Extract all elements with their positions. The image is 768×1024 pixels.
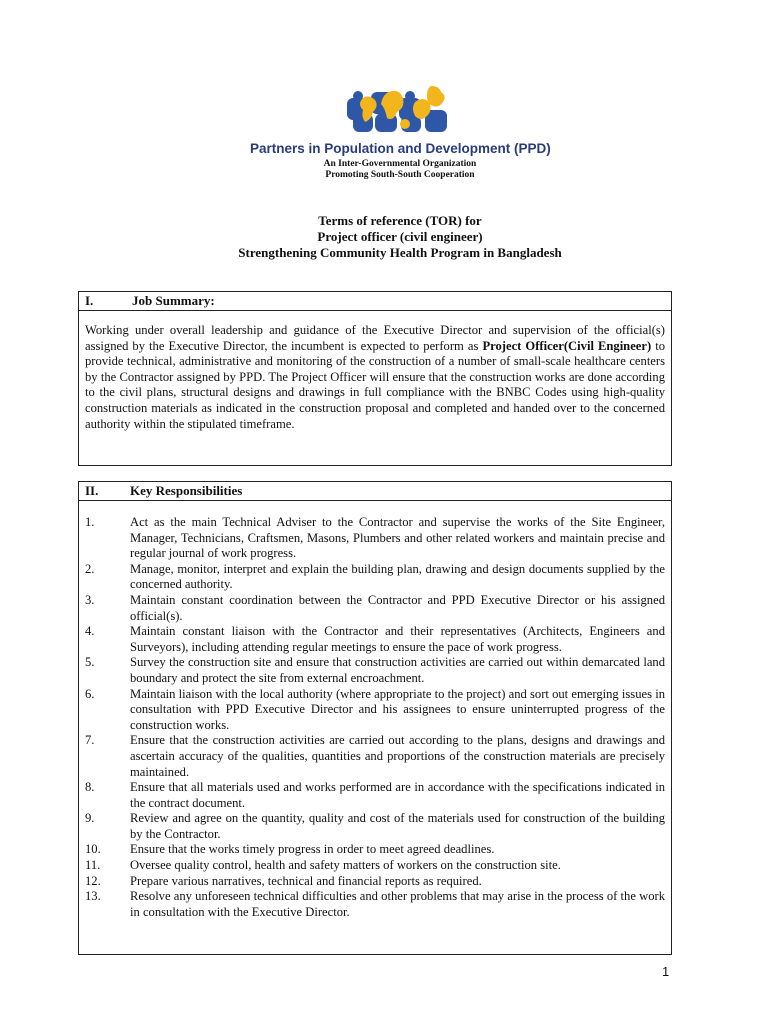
list-item-number: 3.: [85, 592, 95, 607]
document-title: [0, 213, 768, 261]
list-item-number: 9.: [85, 811, 95, 826]
list-item-number: 5.: [85, 655, 95, 670]
list-item-number: 4.: [85, 624, 95, 639]
list-item-text: Resolve any unforeseen technical difficulties and other problems that may arise in the process of the work in consultation with the Executive Director.: [130, 889, 665, 919]
list-item-text: Prepare various narratives, technical and financial reports as required.: [130, 873, 482, 888]
list-item: [85, 858, 665, 874]
list-item-text: Oversee quality control, health and safety matters of workers on the construction site.: [130, 858, 561, 873]
title-line-2: Project officer (civil engineer): [317, 229, 483, 244]
list-item: [85, 733, 665, 780]
list-item-text: Ensure that all materials used and works performed are in accordance with the specifications indicated in the contract document.: [130, 780, 665, 810]
list-item: [85, 842, 665, 858]
list-item-text: Maintain constant liaison with the Contractor and their representatives (Architects, Engineers and Surveyors), including attending regular meetings to ensure the pace of work progress.: [130, 624, 665, 654]
list-item-text: Manage, monitor, interpret and explain the building plan, drawing and design documents supplied by the concerned authority.: [130, 561, 665, 592]
list-item: [85, 889, 665, 920]
list-item-number: 6.: [85, 686, 95, 701]
summary-role-bold: Project Officer(Civil Engineer): [482, 338, 652, 353]
list-item-number: 8.: [85, 780, 95, 795]
section-heading: Job Summary:: [132, 293, 215, 308]
job-summary-section: [78, 291, 672, 466]
org-subtitle-1: An Inter-Governmental Organization: [323, 159, 477, 169]
list-item: [85, 874, 665, 890]
list-item: [85, 562, 665, 593]
list-item: [85, 687, 665, 734]
section-heading: Key Responsibilities: [130, 483, 243, 498]
list-item-number: 13.: [85, 889, 101, 904]
list-item: [85, 593, 665, 624]
key-responsibilities-section: [78, 481, 672, 955]
list-item: [85, 515, 665, 562]
list-item-number: 11.: [85, 858, 101, 873]
ppd-logo: [250, 84, 550, 184]
summary-text-part: Working under overall leadership and guidance of the Executive Director and supervision of the official(s) assigned by the Executive Director, the incumbent is expected to perform as: [85, 323, 665, 353]
list-item: [85, 624, 665, 655]
list-item-number: 12.: [85, 873, 101, 888]
list-item-text: Ensure that the works timely progress in order to meet agreed deadlines.: [130, 842, 495, 857]
list-item-text: Maintain constant coordination between the Contractor and PPD Executive Director or his assigned official(s).: [130, 592, 665, 623]
list-item-text: Act as the main Technical Adviser to the Contractor and supervise the works of the Site Engineer, Manager, Technicians, Craftsmen, Masons, Plumbers and other related workers and maintain precise and regular journal of work progress.: [130, 515, 665, 561]
org-name: Partners in Population and Development (PPD): [250, 141, 551, 156]
responsibilities-list: [79, 501, 671, 920]
key-responsibilities-header: [79, 482, 671, 501]
list-item: [85, 811, 665, 842]
section-number: I.: [85, 293, 94, 308]
list-item-text: Survey the construction site and ensure that construction activities are carried out within demarcated land boundary and protect the site from external encroachment.: [130, 655, 665, 685]
list-item-number: 2.: [85, 561, 95, 576]
puzzle-world-map-icon: [345, 84, 455, 136]
list-item-number: 10.: [85, 842, 101, 857]
title-line-1: Terms of reference (TOR) for: [318, 213, 482, 228]
summary-text-part: to provide technical, administrative and monitoring of the construction of a number of small-scale healthcare centers by the Contractor assigned by PPD. The Project Officer will ensure that the construction works are done according to the civil plans, structural designs and drawings in full compliance with the BNBC Codes using high-quality construction materials as indicated in the construction proposal and completed and handed over to the concerned authority within the stipulated timeframe.: [85, 338, 666, 431]
job-summary-header: [79, 292, 671, 311]
list-item-text: Maintain liaison with the local authority (where appropriate to the project) and sort out emerging issues in consultation with PPD Executive Director and his assignees to ensure uninterrupted progress of the construction works.: [130, 686, 665, 732]
job-summary-text: [79, 311, 671, 432]
list-item-number: 1.: [85, 515, 95, 529]
list-item-text: Review and agree on the quantity, quality and cost of the materials used for construction of the building by the Contractor.: [130, 811, 665, 841]
list-item: [85, 655, 665, 686]
title-line-3: Strengthening Community Health Program in Bangladesh: [238, 245, 562, 260]
page-number: 1: [662, 964, 670, 979]
list-item: [85, 780, 665, 811]
list-item-text: Ensure that the construction activities are carried out according to the plans, designs and drawings and ascertain accuracy of the qualities, quantities and proportions of the construction materials are precisely maintained.: [130, 733, 665, 779]
org-subtitle-2: Promoting South-South Cooperation: [325, 170, 475, 180]
list-item-number: 7.: [85, 733, 95, 748]
section-number: II.: [85, 483, 99, 498]
